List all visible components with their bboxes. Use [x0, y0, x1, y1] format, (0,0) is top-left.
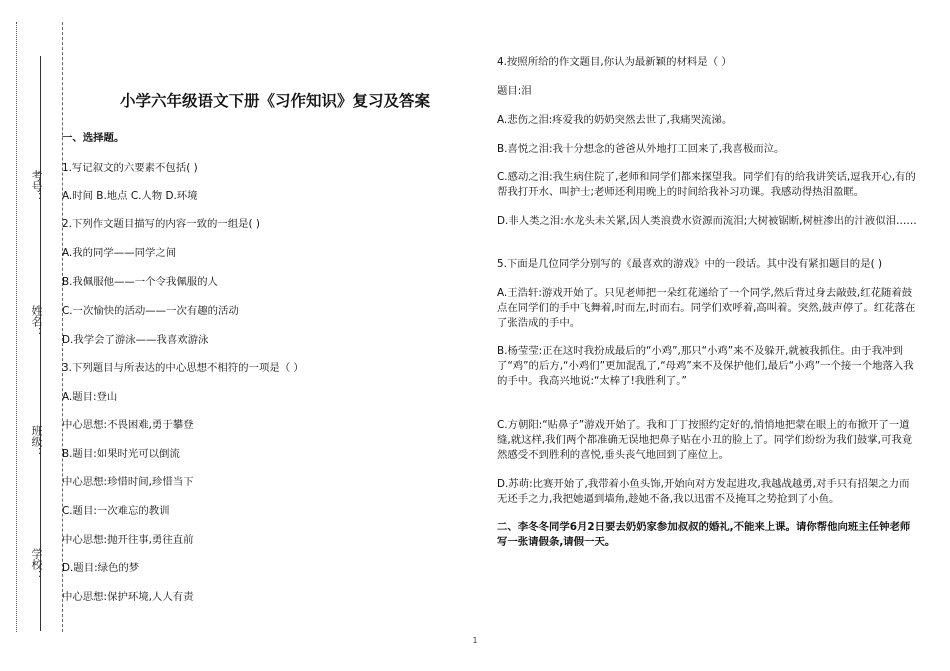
q3-option-c-idea: 中心思想:抛开往事,勇往直前: [62, 534, 194, 546]
q4-option-a: A.悲伤之泪:疼爱我的奶奶突然去世了,我痛哭流涕。: [497, 114, 733, 126]
q3-stem: 3.下列题目与所表达的中心思想不相符的一项是（ ）: [62, 362, 304, 374]
q3-option-b-title: B.题目:如果时光可以倒流: [62, 448, 180, 460]
binding-dotted-line: [16, 22, 17, 632]
q3-option-c-title: C.题目:一次难忘的教训: [62, 505, 170, 517]
q4-option-c: C.感动之泪:我生病住院了,老师和同学们都来探望我。同学们有的给我讲笑话,逗我开心,有的帮我打开水、叫护士;老师还利用晚上的时间给我补习功课。我感动得热泪盈眶。: [497, 171, 916, 198]
binding-solid-line: [40, 56, 41, 631]
q4-option-d: D.非人类之泪:水龙头未关紧,因人类浪费水资源而流泪;大树被锯断,树桩渗出的汁液似泪……: [497, 215, 917, 227]
name-label: 姓名：: [30, 305, 43, 338]
q3-option-d-idea: 中心思想:保护环境,人人有责: [62, 591, 194, 603]
q4-topic: 题目:泪: [497, 85, 532, 97]
q2-stem: 2.下列作文题目描写的内容一致的一组是( ): [62, 218, 260, 230]
exam-no-label: 考号：: [30, 170, 43, 203]
q4-stem: 4.按照所给的作文题目,你认为最新颖的材料是（ ）: [497, 56, 732, 68]
q5-stem: 5.下面是几位同学分别写的《最喜欢的游戏》中的一段话。其中没有紧扣题目的是( ): [497, 258, 882, 270]
q2-option-a: A.我的同学——同学之间: [62, 247, 177, 259]
q5-option-d: D.苏萌:比赛开始了,我带着小鱼头饰,开始向对方发起进攻,我越战越勇,对手只有招架之力而无还手之力,我把她逼到墙角,趁她不备,我以迅雷不及掩耳之势抢到了小鱼。: [497, 478, 910, 505]
q2-option-b: B.我佩服他——一个令我佩服的人: [62, 276, 218, 288]
q1-options: A.时间 B.地点 C.人物 D.环境: [62, 190, 198, 202]
q5-option-a: A.王浩轩:游戏开始了。只见老师把一朵红花递给了一个同学,然后背过身去敲鼓,红花随着鼓点在同学们的手中飞舞着,时而左,时而右。同学们欢呼着,高叫着。突然,鼓声停了。红花落在了张浩成的手中。: [497, 287, 916, 329]
class-label: 班级：: [30, 425, 43, 458]
page-number: 1: [472, 636, 478, 645]
q3-option-a-title: A.题目:登山: [62, 391, 118, 403]
q5-option-c: C.方朝阳:“贴鼻子”游戏开始了。我和丁丁按照约定好的,悄悄地把蒙在眼上的布掀开了一道缝,就这样,我们两个都准确无误地把鼻子贴在小丑的脸上了。同学们纷纷为我们鼓掌,可我竟然感受不到胜利的喜悦,垂头丧气地回到了座位上。: [497, 419, 913, 461]
q3-option-d-title: D.题目:绿色的梦: [62, 562, 140, 574]
section2-prompt: 二、李冬冬同学6月2日要去奶奶家参加叔叔的婚礼,不能来上课。请你帮他向班主任钟老师写一张请假条,请假一天。: [497, 521, 911, 548]
section1-heading: 一、选择题。: [62, 132, 125, 144]
q4-option-b: B.喜悦之泪:我十分想念的爸爸从外地打工回来了,我喜极而泣。: [497, 143, 785, 155]
q3-option-b-idea: 中心思想:珍惜时间,珍惜当下: [62, 476, 194, 488]
q5-option-b: B.杨莹莹:正在这时我扮成最后的“小鸡”,那只“小鸡”来不及躲开,就被我抓住。由于我冲到了“鸡”的后方,“小鸡们”更加混乱了,“母鸡”来不及保护他们,最后“小鸡”一个接一个地落入我的手中。我高兴地说:“太棒了!我胜利了。”: [497, 345, 914, 387]
q3-option-a-idea: 中心思想:不畏困难,勇于攀登: [62, 419, 194, 431]
q2-option-c: C.一次愉快的活动——一次有趣的活动: [62, 305, 239, 317]
school-label: 学校：: [30, 548, 43, 581]
q2-option-d: D.我学会了游泳——我喜欢游泳: [62, 334, 209, 346]
q1-stem: 1.写记叙文的六要素不包括( ): [62, 162, 198, 174]
page-title: 小学六年级语文下册《习作知识》复习及答案: [119, 91, 430, 110]
